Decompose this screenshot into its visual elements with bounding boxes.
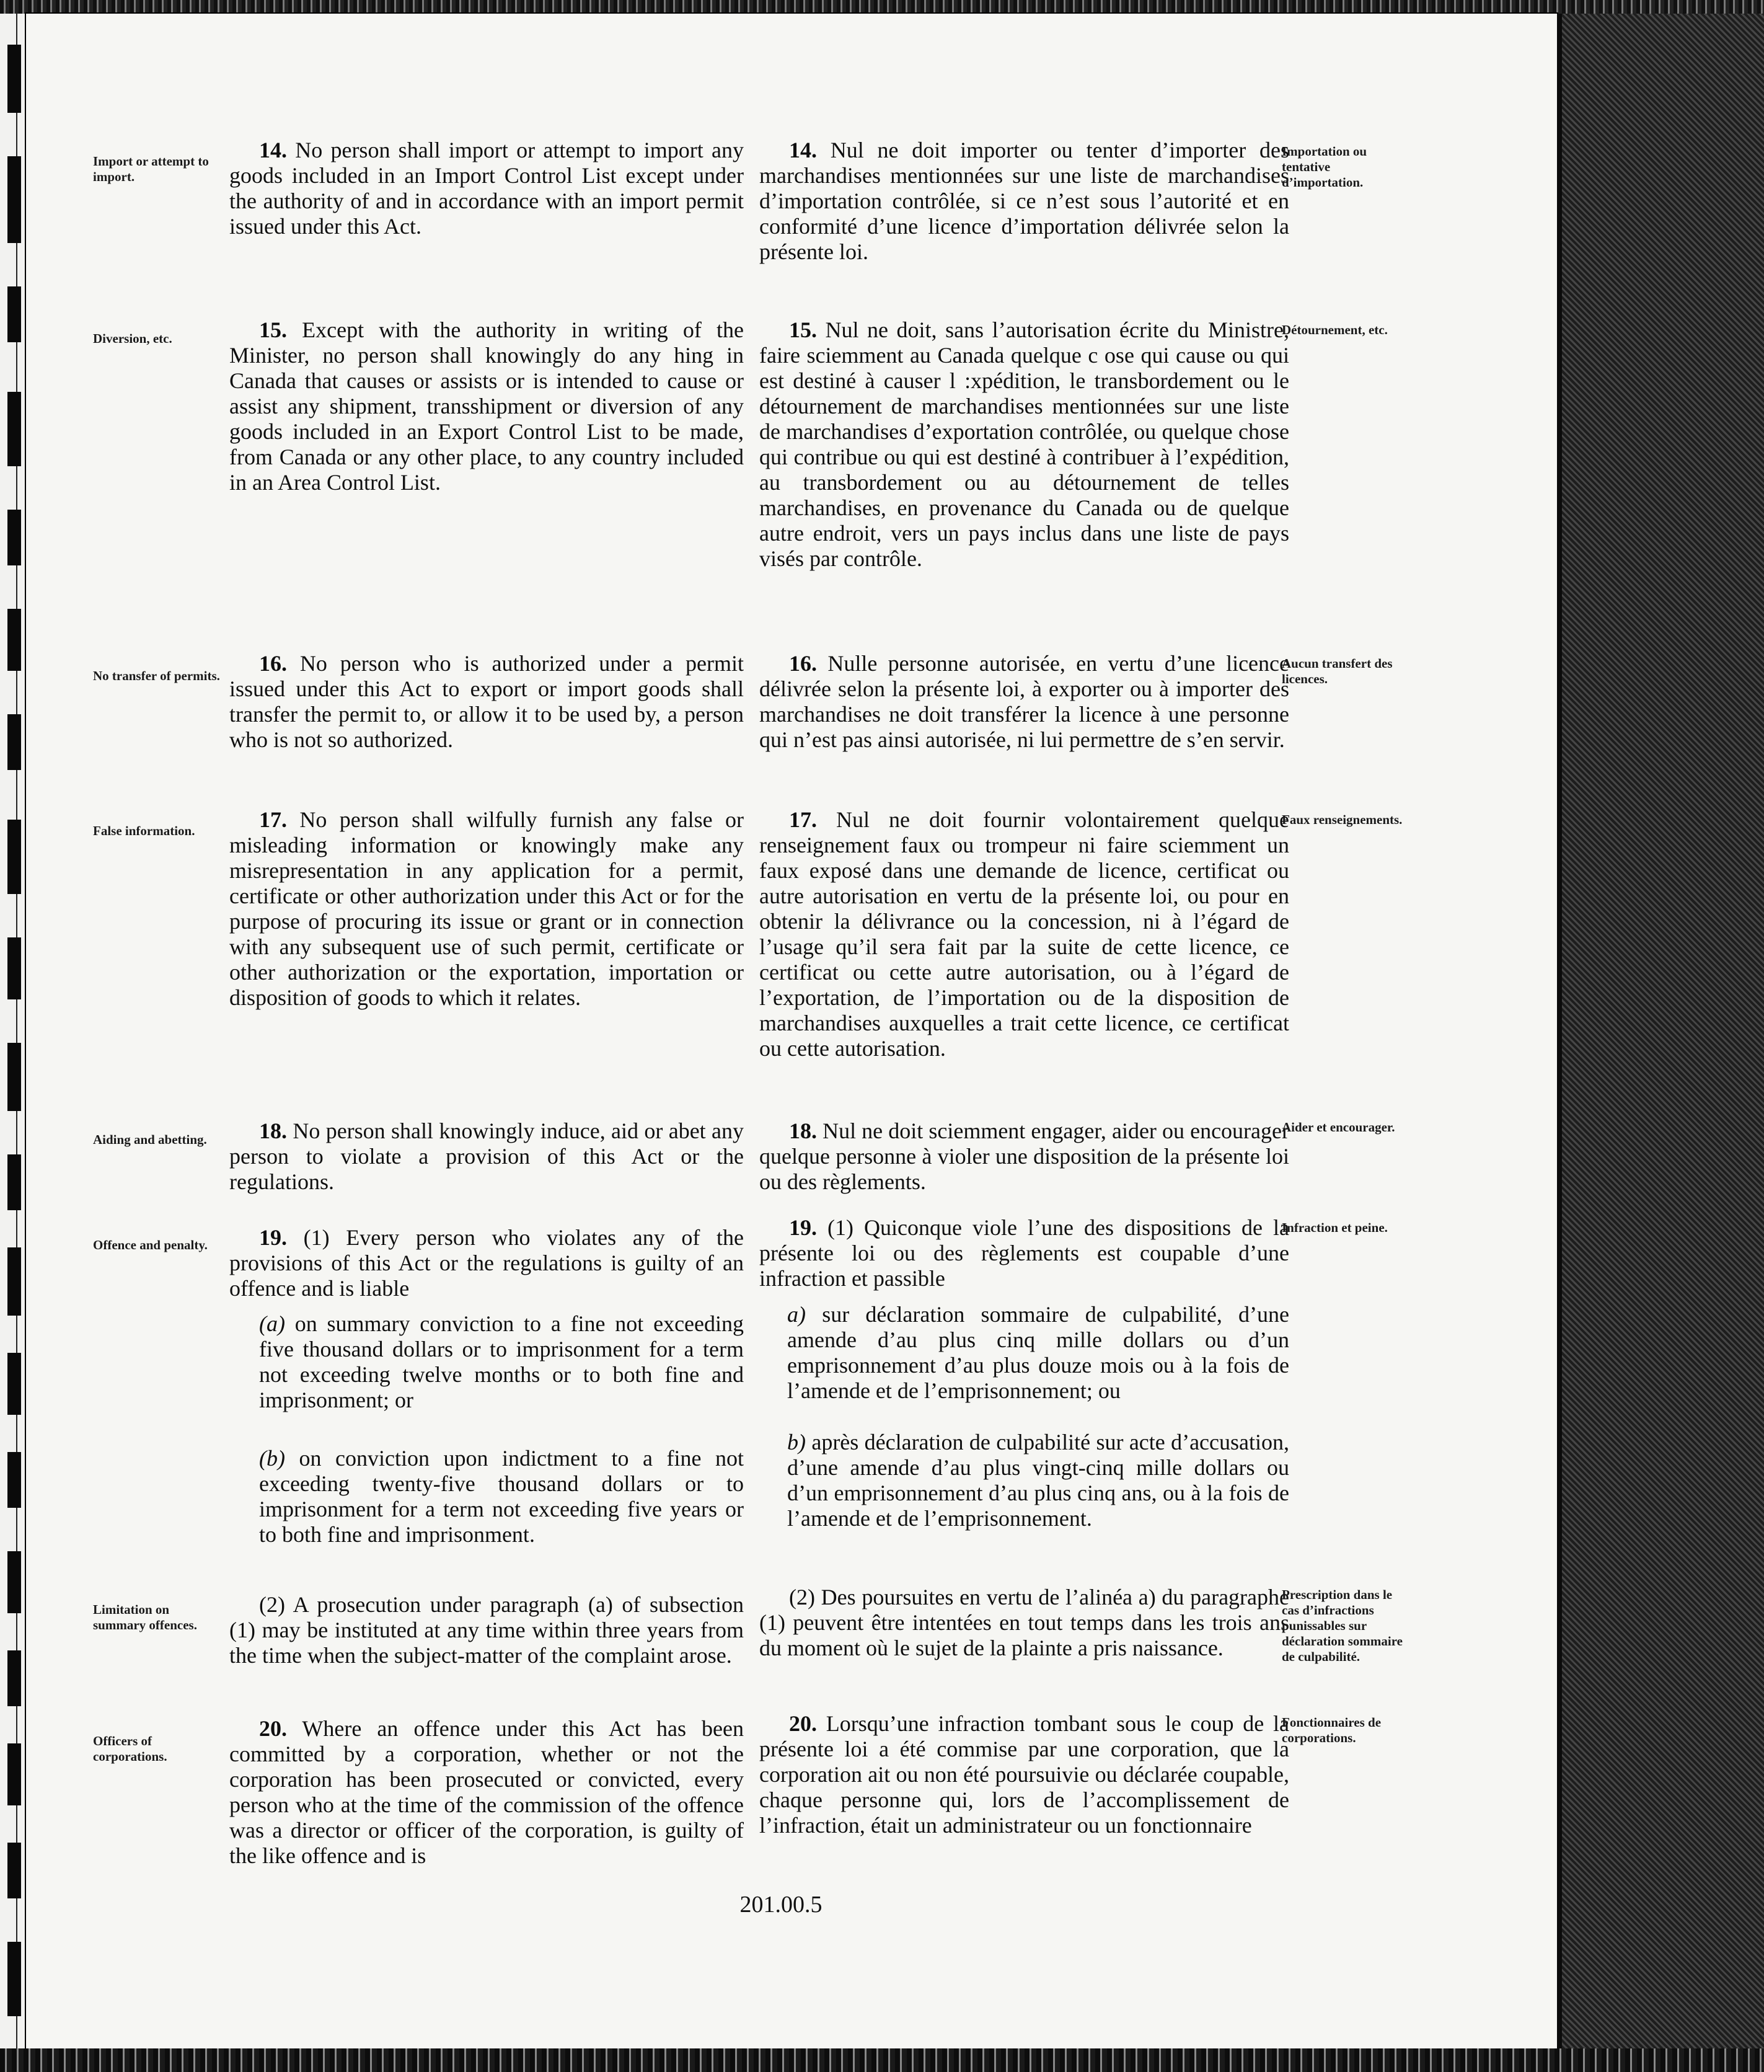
section-en-19 [229, 1225, 744, 1301]
paragraph-text: on summary conviction to a fine not exceeding five thousand dollars or to imprisonment for a term not exceeding twelve months or to both fine and imprisonment; or [259, 1311, 744, 1412]
paragraph-fr-19a [787, 1302, 1289, 1404]
section-text: (2) Des poursuites en vertu de l’alinéa a) du paragraphe (1) peuvent être intentées en tout temps dans les trois ans du moment où le sujet de la plainte a pris naissance. [759, 1585, 1289, 1660]
section-text: Nul ne doit fournir volontairement quelque renseignement faux ou trompeur ni faire sciemment un faux exposé dans une demande de licence, certificat ou autre autorisation en vertu de la présente loi, ou pour en obtenir la délivrance ou la concession, ni à l’égard de l’usage qu’il sera fait par la suite de cette licence, ce certificat ou cette autre autorisation, ou à l’égard de l’exportation, de l’importation ou de la disposition de marchandises auxquelles a trait cette licence, ce certificat ou cette autorisation. [759, 807, 1290, 1061]
binding-hole [7, 1551, 21, 1613]
margin-note-fr-14: Importation ou tentative d’importation. [1282, 144, 1367, 190]
section-text: Nul ne doit, sans l’autorisation écrite du Ministre, faire sciemment au Canada quelque c ose qui cause ou qui est destiné à causer l :xpédition, le transbordement ou le détournement de marchandises mentionnées sur une liste de marchandises d’exportation contrôlée, ou quelque chose qui contribue ou qui est destiné à contribuer à l’expédition, au transbordement ou au détournement de telles marchandises, en provenance du Canada ou de quelque autre endroit, vers un pays inclus dans une liste de pays visés par contrôle. [759, 317, 1290, 571]
binding-hole [7, 286, 21, 342]
section-fr-16 [759, 651, 1289, 753]
margin-note-fr-19: Infraction et peine. [1282, 1220, 1388, 1235]
margin-note-en-18: Aiding and abetting. [93, 1132, 207, 1147]
margin-note-fr-15: Détournement, etc. [1282, 322, 1388, 337]
margin-note-fr-17: Faux renseignements. [1282, 812, 1403, 827]
section-text: (1) Every person who violates any of the provisions of this Act or the regulations is guilty of an offence and is liable [229, 1225, 744, 1301]
section-en-14 [229, 138, 744, 239]
section-fr-19-2 [759, 1585, 1289, 1661]
section-fr-14 [759, 138, 1289, 265]
binding-hole [7, 1353, 21, 1415]
margin-note-en-16: No transfer of permits. [93, 668, 220, 683]
margin-note-fr-20: Fonctionnaires de corporations. [1282, 1715, 1382, 1745]
binding-hole [7, 510, 21, 565]
section-fr-20 [759, 1711, 1289, 1838]
section-en-15 [229, 317, 744, 495]
binding-hole [7, 392, 21, 466]
section-text: (1) Quiconque viole l’une des dispositions de la présente loi ou des règlements est coupable d’une infraction et passible [759, 1215, 1289, 1291]
paragraph-label: (b) [259, 1446, 285, 1471]
section-text: Where an offence under this Act has been committed by a corporation, whether or not the corporation has been prosecuted or convicted, every person who at the time of the commission of the offence was a director or officer of the corporation, is guilty of the like offence and is [229, 1716, 744, 1868]
binding-hole [7, 1743, 21, 1805]
section-number: 16. [789, 651, 817, 676]
margin-note-fr-18: Aider et encourager. [1282, 1120, 1395, 1135]
scan-edge-bottom [0, 2048, 1764, 2072]
section-fr-17 [759, 807, 1289, 1061]
margin-note-fr-19-2: Prescription dans le cas d’infractions punissables sur déclaration sommaire de culpabilité. [1282, 1587, 1403, 1664]
scan-edge-top [0, 0, 1764, 14]
section-en-20 [229, 1716, 744, 1869]
section-fr-18 [759, 1118, 1289, 1195]
binding-hole [7, 1942, 21, 2016]
binding-hole [7, 937, 21, 999]
section-number: 18. [789, 1118, 817, 1143]
section-text: (2) A prosecution under paragraph (a) of subsection (1) may be instituted at any time within three years from the time when the subject-matter of the complaint arose. [229, 1592, 744, 1668]
paragraph-label: (a) [259, 1311, 285, 1336]
paragraph-text: on conviction upon indictment to a fine not exceeding twenty-five thousand dollars or to imprisonment for a term not exceeding five years or to both fine and imprisonment. [259, 1446, 744, 1547]
section-number: 20. [259, 1716, 287, 1741]
binding-hole [7, 156, 21, 243]
section-number: 19. [259, 1225, 287, 1250]
binding-hole [7, 1843, 21, 1898]
paragraph-fr-19b [787, 1430, 1289, 1531]
page-number: 201.00.5 [739, 1892, 822, 1918]
paragraph-label: a) [787, 1302, 806, 1327]
margin-note-en-20: Officers of corporations. [93, 1733, 167, 1764]
section-text: No person shall import or attempt to import any goods included in an Import Control List except under the authority of and in accordance with an import permit issued under this Act. [229, 138, 744, 239]
margin-note-en-14: Import or attempt to import. [93, 154, 209, 184]
section-number: 20. [789, 1711, 817, 1736]
binding-hole [7, 820, 21, 894]
section-fr-19 [759, 1215, 1289, 1291]
section-en-16 [229, 651, 744, 753]
binding-hole [7, 1247, 21, 1316]
paragraph-en-19a [259, 1311, 744, 1413]
section-text: No person who is authorized under a permit issued under this Act to export or import goods shall transfer the permit to, or allow it to be used by, a person who is not so authorized. [229, 651, 744, 752]
section-number: 19. [789, 1215, 817, 1240]
binding-hole [7, 1650, 21, 1706]
margin-note-en-19-2: Limitation on summary offences. [93, 1602, 197, 1632]
binding-strip [0, 14, 26, 2048]
section-en-18 [229, 1118, 744, 1195]
binding-hole [7, 1043, 21, 1111]
section-text: No person shall knowingly induce, aid or abet any person to violate a provision of this Act or the regulations. [229, 1118, 744, 1194]
margin-note-en-15: Diversion, etc. [93, 331, 172, 346]
section-number: 15. [789, 317, 817, 342]
paragraph-en-19b [259, 1446, 744, 1547]
paragraph-text: après déclaration de culpabilité sur acte d’accusation, d’une amende d’au plus vingt-cinq mille dollars ou d’un emprisonnement d’au plus cinq ans, ou à la fois de l’amende et de l’emprisonnement. [787, 1430, 1290, 1531]
section-number: 14. [789, 138, 817, 162]
section-en-19-2 [229, 1592, 744, 1668]
section-number: 18. [259, 1118, 287, 1143]
section-number: 17. [259, 807, 287, 832]
section-number: 15. [259, 317, 287, 342]
section-text: Nul ne doit importer ou tenter d’importer des marchandises mentionnées sur une liste de marchandises d’importation contrôlée, si ce n’est sous l’autorité et en conformité d’une licence d’importation délivrée selon la présente loi. [759, 138, 1289, 264]
section-number: 14. [259, 138, 287, 162]
section-fr-15 [759, 317, 1289, 572]
margin-note-en-19: Offence and penalty. [93, 1237, 208, 1252]
binding-hole [7, 45, 21, 113]
binding-hole [7, 609, 21, 671]
section-en-17 [229, 807, 744, 1011]
section-number: 16. [259, 651, 287, 676]
section-text: No person shall wilfully furnish any false or misleading information or knowingly make any misrepresentation in any application for a permit, certificate or other authorization under this Act or for the purpose of procuring its issue or grant or in connection with any subsequent use of such permit, certificate or other authorization or the exportation, importation or disposition of goods to which it relates. [229, 807, 744, 1010]
section-text: Nulle personne autorisée, en vertu d’une licence délivrée selon la présente loi, à exporter ou à importer des marchandises ne doit transférer la licence à une personne qui n’est pas ainsi autorisée, ni lui permettre de s’en servir. [759, 651, 1289, 752]
section-text: Lorsqu’une infraction tombant sous le coup de la présente loi a été commise par une corporation, que la corporation ait ou non été poursuivie ou déclarée coupable, chaque personne qui, lors de l’accomplissement de l’infraction, était un administrateur ou un fonctionnaire [759, 1711, 1289, 1838]
section-number: 17. [789, 807, 817, 832]
page-edge-shadow [1557, 14, 1562, 2048]
binding-hole [7, 1452, 21, 1508]
binding-hole [7, 1154, 21, 1210]
binding-hole [7, 714, 21, 770]
margin-note-fr-16: Aucun transfert des licences. [1282, 656, 1393, 686]
paragraph-text: sur déclaration sommaire de culpabilité, d’une amende d’au plus cinq mille dollars ou d’un emprisonnement d’au plus douze mois ou à la fois de l’amende et de l’emprisonnement; ou [787, 1302, 1290, 1403]
paragraph-label: b) [787, 1430, 806, 1454]
section-text: Nul ne doit sciemment engager, aider ou encourager quelque personne à violer une disposition de la présente loi ou des règlements. [759, 1118, 1289, 1194]
margin-note-en-17: False information. [93, 823, 195, 838]
section-text: Except with the authority in writing of the Minister, no person shall knowingly do any hing in Canada that causes or assists or is intended to cause or assist any shipment, transshipment or diversion of any goods included in an Export Control List to be made, from Canada or any other place, to any country included in an Area Control List. [229, 317, 744, 495]
